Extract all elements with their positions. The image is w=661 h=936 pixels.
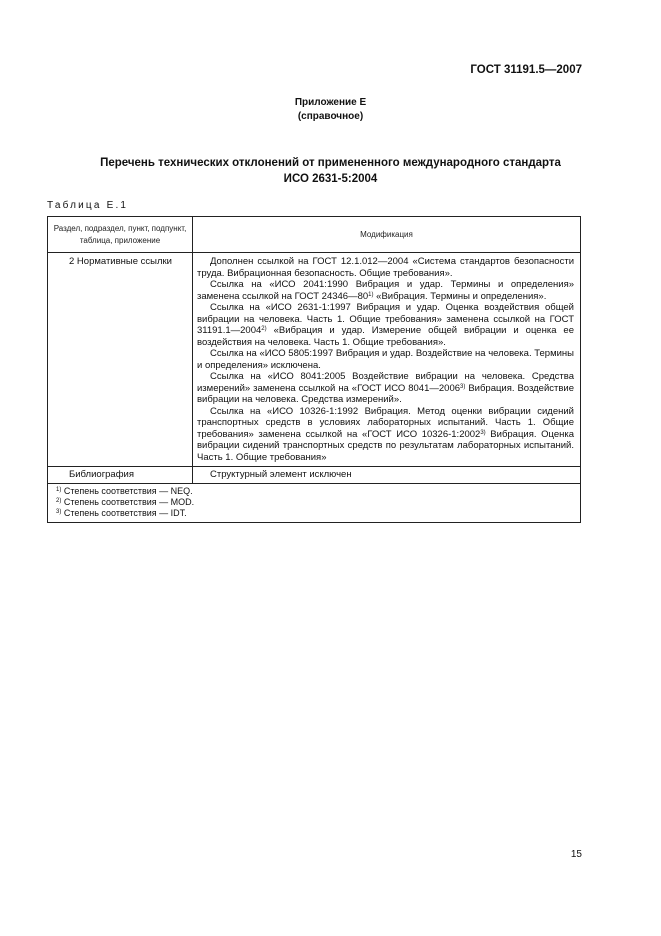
footnote: $^{1)}$ Степень соответствия — NEQ. — [56, 486, 193, 496]
title-line-1: Перечень технических отклонений от примененного международного стандарта — [100, 157, 561, 169]
footnote: $^{2)}$ Степень соответствия — MOD. — [56, 497, 195, 507]
footnote-ref: 2) — [261, 326, 267, 332]
col-header-modification: Модификация — [360, 230, 413, 239]
table-footnotes-row — [48, 484, 580, 522]
annex-kind: (справочное) — [297, 111, 364, 122]
footnotes — [48, 484, 200, 522]
table-row — [48, 467, 580, 484]
modification-paragraph: Ссылка на «ИСО 2631-1:1997 Вибрация и удар. Оценка воздействия общей вибрации на человека. Часть 1. Общие требования» заменена ссылкой на ГОСТ 31191.1—2004$^{2)}$ «Вибрация и удар. Измерение общей вибрации и оценка ее воздействия на человека. Часть 1. Общие требования». — [197, 302, 574, 348]
deviations-table — [47, 216, 581, 523]
page-number: 15 — [570, 849, 582, 860]
modification-paragraph: Дополнен ссылкой на ГОСТ 12.1.012—2004 «Система стандартов безопасности труда. Вибрационная безопасность. Общие требования». — [197, 256, 574, 279]
page-title — [60, 155, 601, 187]
annex-title: Приложение Е — [294, 97, 367, 108]
row-section-normative-refs: 2 Нормативные ссылки — [48, 253, 193, 466]
table-label: Таблица Е.1 — [47, 200, 129, 211]
document-code: ГОСТ 31191.5—2007 — [470, 64, 582, 76]
modification-paragraph: Ссылка на «ИСО 5805:1997 Вибрация и удар. Воздействие на человека. Термины и определения» исключена. — [197, 348, 574, 371]
col-header-section: Раздел, подраздел, пункт, подпункт, таблица, приложение — [48, 217, 193, 252]
modification-paragraph: Ссылка на «ИСО 8041:2005 Воздействие вибрации на человека. Средства измерений» заменена ссылкой на «ГОСТ ИСО 8041—2006$^{3)}$ Вибрация. Воздействие вибрации на человека. Средства измерений». — [197, 371, 575, 405]
table-header-row — [48, 217, 580, 253]
annex-heading — [0, 96, 661, 124]
modification-paragraph: Ссылка на «ИСО 10326-1:1992 Вибрация. Метод оценки вибрации сидений транспортных средств в условиях лабораторных испытаний. Часть 1. Общие требования» заменена ссылкой на «ГОСТ ИСО 10326-1:2002$^{3)}$ Вибрация. Оценка вибрации сидений транспортных средств по результатам лабораторных испытаний. Часть 1. Общие требования» — [197, 405, 575, 463]
footnote-ref: 1) — [368, 291, 374, 298]
footnote-ref: 3) — [480, 429, 486, 436]
row-section-bibliography: Библиография — [48, 467, 193, 483]
table-row — [48, 253, 580, 467]
modification-paragraph: Ссылка на «ИСО 2041:1990 Вибрация и удар. Термины и определения» заменена ссылкой на ГОСТ 24346—80$^{1)}$ «Вибрация. Термины и определения». — [197, 279, 574, 302]
footnote-ref: 3) — [460, 383, 466, 390]
row-modification-normative-refs — [193, 253, 580, 466]
title-line-2: ИСО 2631-5:2004 — [283, 173, 378, 185]
footnote: $^{3)}$ Степень соответствия — IDT. — [56, 508, 187, 518]
row-modification-bibliography: Структурный элемент исключен — [210, 469, 352, 480]
